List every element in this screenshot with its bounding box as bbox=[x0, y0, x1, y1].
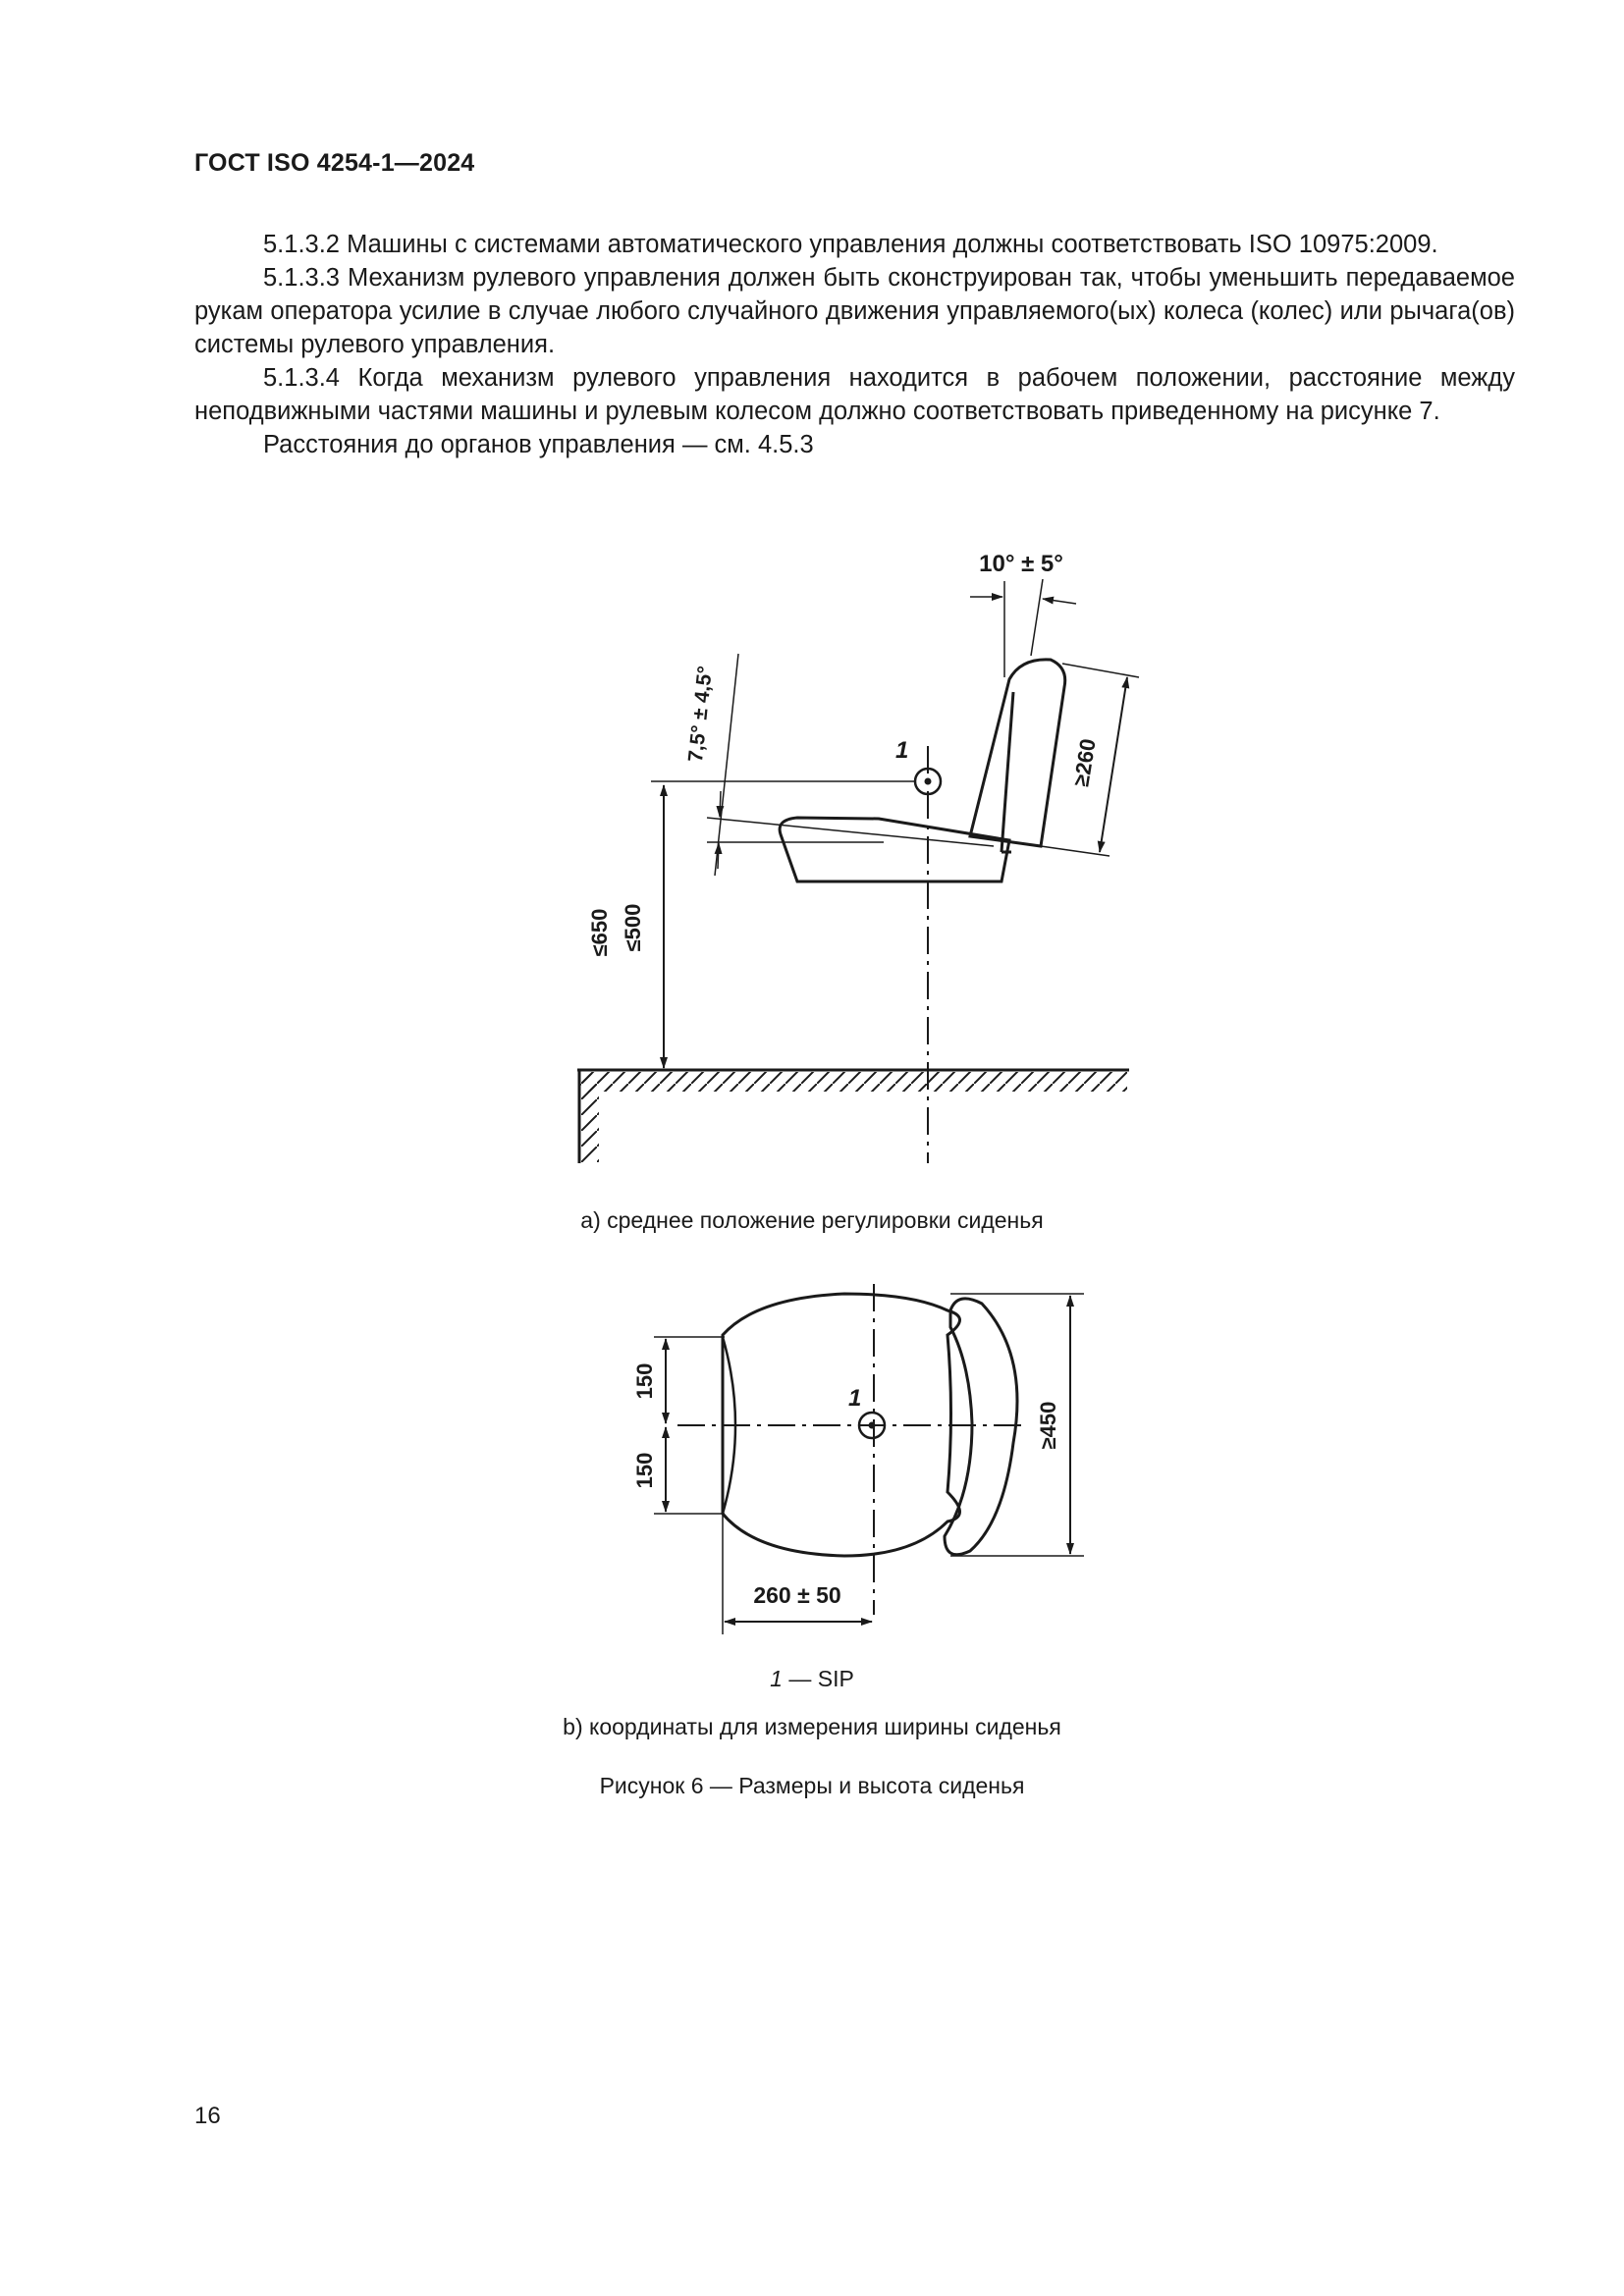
legend-text: — SIP bbox=[788, 1666, 854, 1691]
height-min-label: ≤500 bbox=[621, 903, 645, 952]
depth-label: 260 ± 50 bbox=[753, 1582, 841, 1608]
seat-angle-label: 7,5° ± 4,5° bbox=[683, 665, 718, 764]
sip-label-b: 1 bbox=[848, 1385, 862, 1412]
backrest-angle-label: 10° ± 5° bbox=[979, 551, 1063, 577]
backrest-height-label: ≥260 bbox=[1068, 736, 1101, 788]
half-width-bottom-label: 150 bbox=[632, 1452, 657, 1489]
legend-number: 1 bbox=[770, 1666, 783, 1691]
height-max-label: ≤650 bbox=[587, 908, 612, 957]
width-label: ≥450 bbox=[1036, 1401, 1060, 1450]
figure-title: Рисунок 6 — Размеры и высота сиденья bbox=[599, 1773, 1025, 1798]
paragraph-5-1-3-2: 5.1.3.2 Машины с системами автоматического управления должны соответствовать ISO 10975:2009. bbox=[263, 231, 1438, 258]
legend bbox=[0, 1666, 1624, 1692]
backrest-top-outline bbox=[945, 1299, 1017, 1555]
half-width-top-label: 150 bbox=[632, 1362, 657, 1400]
paragraph-control-distances: Расстояния до органов управления — см. 4.5.3 bbox=[263, 431, 814, 458]
sip-label-a: 1 bbox=[895, 737, 909, 764]
figure-a-caption: а) среднее положение регулировки сиденья bbox=[580, 1207, 1044, 1233]
page-number: 16 bbox=[194, 2103, 221, 2129]
document-header: ГОСТ ISO 4254-1—2024 bbox=[194, 149, 475, 177]
paragraph-5-1-3-3: 5.1.3.3 Механизм рулевого управления должен быть сконструирован так, чтобы уменьшить передаваемое рукам оператора усилие в случае любого случайного движения управляемого(ых) колеса (колес) или рычага(ов) системы рулевого управления. bbox=[194, 264, 1515, 358]
figure-b-caption: b) координаты для измерения ширины сиденья bbox=[563, 1714, 1061, 1739]
paragraph-5-1-3-4: 5.1.3.4 Когда механизм рулевого управления находится в рабочем положении, расстояние между неподвижными частями машины и рулевым колесом должно соответствовать приведенному на рисунке 7. bbox=[194, 364, 1515, 425]
